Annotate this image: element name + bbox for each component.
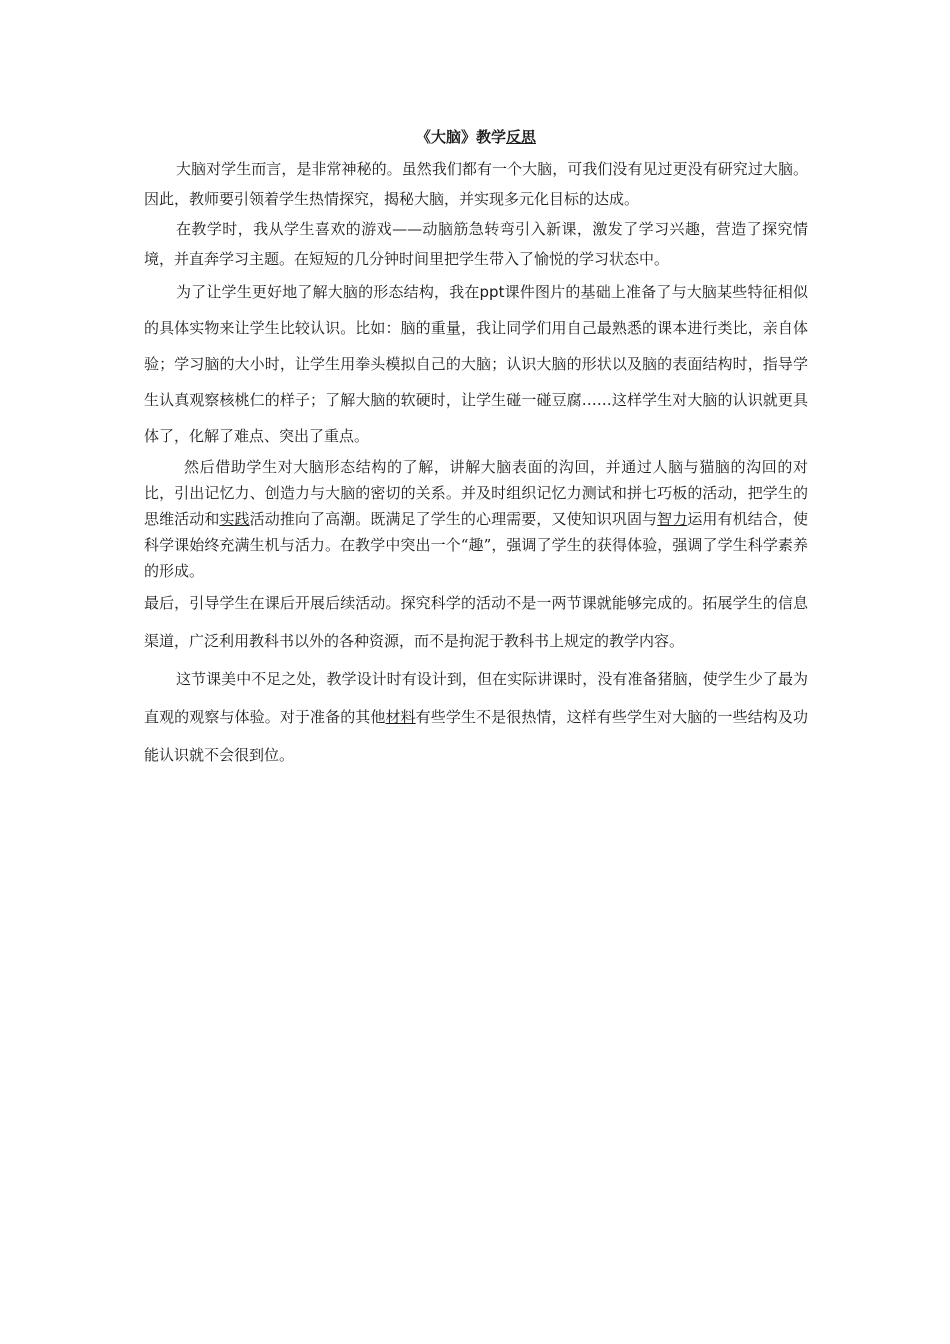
paragraph-brain-structure [144,274,808,454]
paragraph-follow-up: 最后，引导学生在课后开展后续活动。探究科学的活动不是一两节课就能够完成的。拓展学生的信息渠道，广泛利用教科书以外的各种资源，而不是拘泥于教科书上规定的教学内容。 [144,594,808,650]
paragraph-text: 然后借助学生对大脑形态结构的了解，讲解大脑表面的沟回，并通过人脑与猫脑的沟回的对比，引出记忆力、创造力与大脑的密切的关系。并及时组织记忆力测试和拼七巧板的活动，把学生的思维活动和 [144,458,808,528]
paragraph-shortcomings [144,660,808,774]
document-title [144,128,808,146]
paragraph-text: 有些学生不是很热情，这样有些学生对大脑的一些结构及功能认识就不会很到位。 [144,708,808,764]
paragraph-text: 运用有机结合，使科学课始终充满生机与活力。在教学中突出一个“趣”，强调了学生的获得体验，强调了学生科学素养的形成。 [144,510,808,580]
paragraph-text: 课件图片的基础上准备了与大脑某些特征相似的具体实物来让学生比较认识。比如：脑的重量，我让同学们用自己最熟悉的课本进行类比，亲自体验；学习脑的大小时，让学生用拳头模拟自己的大脑；认识大脑的形状以及脑的表面结构时，指导学生认真观察核桃仁的样子；了解大脑的软硬时，让学生碰一碰豆腐……这样学生对大脑的认识就更具体了，化解了难点、突出了重点。 [144,283,808,445]
paragraph-game-intro: 在教学时，我从学生喜欢的游戏——动脑筋急转弯引入新课，激发了学习兴趣，营造了探究情境，并直奔学习主题。在短短的几分钟时间里把学生带入了愉悦的学习状态中。 [144,220,808,268]
paragraph-text: 为了让学生更好地了解大脑的形态结构，我在 [176,283,480,301]
title-underlined-text: 反思 [506,128,537,146]
paragraph-text: 活动推向了高潮。既满足了学生的心理需要，又使知识巩固与 [249,510,658,528]
underlined-word-material: 材料 [385,708,416,726]
title-text: 《大脑》教学 [415,128,506,146]
underlined-word-practice: 实践 [219,510,250,528]
paragraph-intro: 大脑对学生而言，是非常神秘的。虽然我们都有一个大脑，可我们没有见过更没有研究过大脑。因此，教师要引领着学生热情探究，揭秘大脑，并实现多元化目标的达成。 [144,160,808,208]
paragraph-text: 这节课美中不足之处，教学设计时有设计到，但在实际讲课时，没有准备猪脑，使学生少了最为直观的观察与体验。对于准备的其他 [144,670,808,726]
underlined-word-intellect: 智力 [657,510,688,528]
paragraph-memory-activity [144,454,808,584]
ppt-text: ppt [479,283,505,301]
document-body [144,128,808,774]
